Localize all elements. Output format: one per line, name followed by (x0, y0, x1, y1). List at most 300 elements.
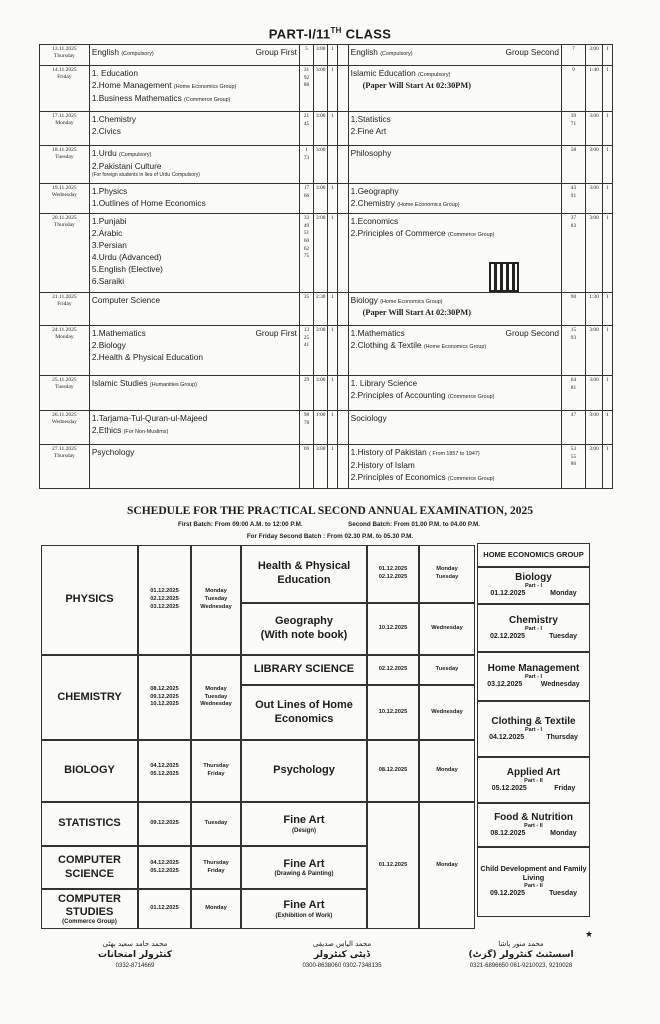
subject-name (351, 148, 392, 158)
paper-time-value: 3:00 (316, 446, 326, 452)
home-economics-subject: Food & Nutrition (494, 811, 573, 823)
paper-hours-value: 1 (606, 67, 609, 73)
subject-name-text: Philosophy (350, 148, 392, 158)
subject-name-text: English (350, 47, 378, 57)
paper-hours-value: 1 (331, 185, 334, 191)
paper-code-value: 49 (303, 222, 310, 229)
subject-name (92, 252, 162, 262)
practical-subject-name: CHEMISTRY (57, 690, 122, 703)
date-cell (40, 66, 90, 112)
paper-code-value: 71 (570, 120, 577, 127)
subject-note: (Commerce Group) (184, 96, 231, 103)
home-economics-date-line (478, 633, 589, 641)
home-economics-part: Part - I (524, 726, 543, 733)
practical-day: Wednesday (200, 701, 232, 708)
subject-name-text: 1.Economics (350, 216, 399, 226)
exam-day: Tuesday (55, 153, 74, 160)
home-economics-item (477, 701, 590, 757)
paper-time (314, 326, 328, 376)
practical-subject-name: PHYSICS (65, 593, 114, 606)
subject-line (351, 46, 559, 59)
exam-date: 24.11.2025 (52, 327, 77, 333)
paper-code-value: 15 (570, 327, 577, 333)
paper-time (314, 184, 328, 214)
practical-day: Wednesday (200, 603, 232, 610)
home-economics-subject: Chemistry (509, 614, 558, 626)
paper-hours-value: 1 (331, 377, 334, 383)
subject-name (351, 198, 460, 208)
subject-line (92, 46, 297, 59)
paper-time (585, 45, 602, 66)
practical-day-cell (419, 655, 475, 685)
signatory-phone: 0321-6896650 061-9210023, 9210028 (469, 963, 573, 970)
subject-line (92, 351, 297, 363)
practical-date: 08.12.2025 (150, 685, 179, 692)
spacer-cell (337, 214, 348, 293)
subject-line (351, 147, 559, 159)
subject-name (351, 413, 387, 423)
practical-subject-cell (41, 802, 138, 846)
practical-date: 01.12.2025 (150, 905, 179, 911)
subject-name-text: 1.Statistics (350, 114, 391, 124)
group-first-subjects-cell (89, 112, 299, 146)
paper-code-value: 21 (303, 113, 310, 119)
paper-time (314, 112, 328, 146)
practical-day: Tuesday (435, 574, 459, 580)
date-cell (40, 214, 90, 293)
subject-line (92, 327, 297, 339)
subject-line (92, 215, 297, 227)
practical-date: 03.12.2025 (150, 603, 179, 610)
paper-hours-value: 1 (331, 294, 334, 300)
group-first-subjects-cell (89, 146, 299, 184)
practical-date: 09.12.2025 (150, 693, 179, 700)
group-second-subjects-cell (348, 66, 561, 112)
paper-hours (328, 45, 338, 66)
subject-name-text: 4.Urdu (Advanced) (91, 252, 162, 263)
home-economics-date-line (478, 590, 589, 598)
paper-time-value: 3:00 (589, 412, 599, 418)
paper-time (585, 184, 602, 214)
exam-row (40, 146, 613, 184)
group-first-subjects-cell (89, 445, 299, 489)
subject-name-text: 1.Business Mathematics (91, 92, 182, 103)
subject-name-text: 2.Clothing & Textile (350, 340, 422, 351)
group-label: Group First (255, 47, 297, 57)
practical-day: Tuesday (204, 820, 228, 826)
paper-code (299, 445, 313, 489)
spacer-cell (337, 445, 348, 489)
practical-date: 10.12.2025 (150, 701, 179, 708)
paper-code-value: 51 (303, 230, 310, 237)
group-second-subjects-cell (348, 112, 561, 146)
paper-code-value: 53 (570, 446, 577, 452)
date-cell (40, 445, 90, 489)
subject-line (92, 412, 297, 424)
paper-hours-value: 1 (606, 46, 609, 52)
subject-name-text: 2.Pakistani Culture (91, 160, 162, 171)
practical-date: 02.12.2025 (150, 596, 179, 602)
exam-row (40, 445, 613, 489)
practical-day: Monday (436, 767, 458, 773)
exam-day: Wednesday (51, 418, 78, 425)
paper-code-value: 43 (570, 185, 577, 191)
star-icon: ★ (585, 929, 594, 939)
exam-row (40, 214, 613, 293)
paper-code-value: 39 (570, 113, 577, 119)
paper-code-value: 75 (303, 253, 310, 260)
home-economics-part: Part - I (524, 583, 543, 590)
subject-name-text: Sociology (350, 413, 387, 423)
subject-name (92, 114, 136, 124)
subject-name-text: English (91, 47, 120, 57)
subject-name (92, 425, 168, 435)
paper-hours-value: 1 (606, 147, 609, 153)
spacer-cell (337, 293, 348, 326)
home-economics-part: Part - II (524, 822, 543, 829)
paper-hours (603, 45, 613, 66)
subject-note: (Compulsory) (380, 51, 413, 57)
practical-date: 01.12.2025 (378, 566, 408, 573)
spacer-cell (337, 326, 348, 376)
subject-line (351, 377, 559, 389)
subject-name (351, 327, 405, 339)
paper-code (299, 66, 313, 112)
paper-code-value: 60 (303, 238, 310, 245)
exam-row (40, 184, 613, 214)
paper-hours-value: 1 (606, 294, 609, 300)
subject-name (351, 295, 443, 305)
home-economics-date-line (478, 785, 589, 793)
subject-name (351, 228, 495, 238)
practical-date: 10.12.2025 (378, 708, 408, 715)
paper-code-value: 81 (570, 384, 577, 391)
subject-line (351, 113, 559, 125)
exam-row (40, 411, 613, 445)
paper-time-value: 3:00 (589, 185, 599, 191)
subject-name-text: 1.Tarjama-Tul-Quran-ul-Majeed (91, 413, 208, 423)
home-economics-part: Part - I (524, 625, 543, 632)
paper-code (562, 45, 586, 66)
subject-line (92, 92, 297, 105)
practical-date: 04.12.2025 (150, 763, 179, 770)
home-economics-subject: Biology (515, 572, 552, 584)
subject-name-text: 1.Punjabi (91, 216, 127, 226)
home-economics-part: Part - I (524, 674, 543, 681)
paper-time-value: 3:00 (316, 327, 326, 333)
practical-subject-note: (Exhibition of Work) (275, 912, 333, 919)
home-economics-date: 03.12.2025 (487, 681, 523, 689)
group-first-subjects-cell (89, 184, 299, 214)
paper-code-value: 62 (303, 245, 310, 252)
paper-time-value: 3:00 (589, 377, 599, 383)
paper-hours (603, 326, 613, 376)
paper-code (562, 112, 586, 146)
exam-date: 19.11.2025 (52, 185, 77, 191)
subject-note: (Home Economics Group) (173, 84, 237, 91)
practical-day-cell (191, 889, 241, 929)
spacer-cell (337, 184, 348, 214)
subject-line (92, 147, 297, 160)
paper-code (299, 411, 313, 445)
subject-name-text: Psychology (91, 447, 135, 457)
exam-date: 18.11.2025 (52, 147, 77, 153)
paper-code (562, 326, 586, 376)
subject-line (92, 185, 297, 197)
practical-subject-cell (41, 655, 138, 740)
home-economics-item (477, 604, 590, 652)
practical-date-cell (367, 655, 419, 685)
paper-time (585, 112, 602, 146)
paper-time-value: 2:30 (316, 294, 326, 300)
paper-code (562, 411, 586, 445)
subject-line (92, 67, 297, 79)
home-economics-date-line (478, 890, 589, 898)
spacer-cell (337, 66, 348, 112)
practical-day-cell (419, 603, 475, 655)
subject-name (351, 472, 495, 482)
page-title: PART-I/11TH CLASS (268, 26, 392, 42)
subject-line (92, 446, 297, 458)
paper-start-note: (Paper Will Start At 02:30PM) (362, 80, 471, 90)
subject-name-text: 2.History of Islam (350, 459, 415, 470)
paper-time (314, 411, 328, 445)
practical-date-cell (138, 846, 191, 889)
practical-day-cell (191, 545, 241, 655)
subject-name (351, 378, 417, 388)
paper-code-value: 9 (572, 67, 575, 73)
subject-line (92, 339, 297, 351)
subject-name (92, 340, 126, 350)
practical-schedule-title: SCHEDULE FOR THE PRACTICAL SECOND ANNUAL EXAMINATION, 2025 (127, 505, 533, 517)
subject-name (351, 114, 391, 124)
practical-day: Thursday (203, 859, 229, 866)
paper-time-value: 3:00 (316, 113, 326, 119)
paper-code-value: 25 (303, 334, 310, 341)
practical-date-cell (367, 685, 419, 740)
practical-day-cell (419, 545, 475, 603)
group-label: Group Second (505, 328, 560, 338)
home-economics-date: 09.12.2025 (490, 890, 526, 898)
exam-date: 27.11.2025 (52, 446, 77, 452)
exam-date: 26.11.2025 (52, 412, 77, 418)
paper-hours-value: 1 (606, 185, 609, 191)
home-economics-item (477, 803, 590, 847)
exam-day: Thursday (54, 452, 75, 459)
subject-note: (Commerce Group) (447, 394, 495, 401)
subject-note: (Compulsory) (121, 51, 154, 57)
group-first-subjects-cell (89, 411, 299, 445)
home-economics-date-line (478, 734, 589, 742)
practical-subject-cell (41, 740, 138, 802)
paper-code-value: 69 (303, 446, 310, 452)
paper-time-value: 3:00 (316, 46, 326, 52)
subject-name (351, 186, 399, 196)
subject-name (351, 126, 387, 136)
group-second-subjects-cell (348, 146, 561, 184)
home-economics-item (477, 567, 590, 604)
subject-note: (Compulsory) (119, 152, 152, 158)
practical-subject-cell (241, 889, 367, 929)
paper-code (562, 445, 586, 489)
paper-code-value: 5 (305, 46, 308, 52)
group-first-subjects-cell (89, 66, 299, 112)
group-first-subjects-cell (89, 376, 299, 411)
practical-subject-cell (241, 802, 367, 846)
practical-day: Monday (436, 566, 458, 573)
paper-time (585, 293, 602, 326)
paper-code-value: 66 (303, 192, 310, 199)
date-cell (40, 326, 90, 376)
paper-time (585, 326, 602, 376)
home-economics-day: Monday (550, 829, 577, 837)
paper-time (585, 146, 602, 184)
practical-subject-cell (241, 685, 367, 740)
second-batch-time: Second Batch: From 01.00 P.M. to 04.00 P.M. (348, 521, 481, 528)
signatory-phone: 0332-8714669 (115, 963, 155, 970)
practical-date-cell (138, 545, 191, 655)
subject-name (351, 447, 480, 457)
spacer-cell (337, 45, 348, 66)
subject-line (92, 160, 297, 172)
paper-code (299, 45, 313, 66)
home-economics-part: Part - II (524, 882, 543, 889)
paper-hours (328, 214, 338, 293)
practical-day-cell (191, 655, 241, 740)
paper-hours (328, 293, 338, 326)
home-economics-subject: Applied Art (506, 766, 561, 778)
theory-date-sheet-table (39, 44, 613, 489)
home-economics-item (477, 847, 590, 917)
paper-hours-value: 1 (606, 377, 609, 383)
subject-line (351, 412, 559, 424)
exam-day: Wednesday (51, 191, 78, 198)
practical-date-cell (138, 889, 191, 929)
paper-code (562, 293, 586, 326)
subject-name-text: 2.Civics (91, 126, 121, 137)
signature-block (60, 940, 210, 969)
date-cell (40, 45, 90, 66)
signatory-role: ڈپٹی کنٹرولر (313, 949, 371, 960)
paper-time (314, 146, 328, 184)
practical-subject-name: Fine Art (283, 814, 325, 827)
practical-day: Wednesday (431, 708, 463, 715)
practical-date-cell (138, 740, 191, 802)
home-economics-date-line (478, 830, 589, 838)
subject-name (92, 413, 207, 423)
practical-day-cell (191, 846, 241, 889)
paper-hours-value: 1 (331, 446, 334, 452)
subject-line (351, 471, 559, 484)
paper-code-value: 29 (303, 377, 310, 383)
practical-subject-cell (241, 740, 367, 802)
subject-name-text: Islamic Education (350, 68, 416, 78)
exam-day: Thursday (54, 221, 75, 228)
practical-date: 02.12.2025 (378, 574, 408, 580)
paper-hours (603, 411, 613, 445)
practical-date-cell (367, 603, 419, 655)
practical-day: Monday (436, 861, 458, 868)
home-economics-part: Part - II (524, 777, 543, 784)
exam-date: 14.11.2025 (52, 67, 77, 73)
paper-time-value: 1:40 (589, 67, 599, 73)
practical-date: 01.12.2025 (150, 588, 179, 595)
home-economics-heading (477, 543, 590, 567)
spacer-cell (337, 376, 348, 411)
exam-date: 13.11.2025 (52, 46, 77, 52)
group-label: Group First (255, 328, 297, 338)
subject-line (92, 125, 297, 137)
home-economics-day: Tuesday (549, 632, 577, 640)
paper-code-value: 33 (303, 215, 310, 221)
paper-time-value: 3:00 (316, 215, 326, 221)
subject-line (351, 339, 559, 352)
practical-subject-name: LIBRARY SCIENCE (253, 663, 355, 676)
subject-name-text: 2.Health & Physical Education (91, 352, 203, 363)
subject-line (351, 197, 559, 210)
subject-line (92, 239, 297, 251)
practical-subject-cell (241, 545, 367, 603)
subject-name (92, 80, 236, 90)
paper-hours-value: 1 (331, 67, 334, 73)
practical-day-cell (191, 802, 241, 846)
group-first-subjects-cell (89, 45, 299, 66)
paper-hours (328, 112, 338, 146)
home-economics-date: 04.12.2025 (489, 733, 525, 741)
home-economics-heading-text: HOME ECONOMICS GROUP (483, 549, 584, 559)
practical-day-cell (419, 740, 475, 802)
home-economics-day: Wednesday (540, 681, 580, 689)
paper-code (299, 376, 313, 411)
subject-note: ( From 1857 to 1947) (429, 451, 480, 457)
subject-name-text: 1.Urdu (91, 148, 117, 158)
subject-extra-note: (For foreign students in lieu of Urdu Compulsory) (91, 171, 200, 178)
group-second-subjects-cell (348, 411, 561, 445)
paper-code (299, 293, 313, 326)
subject-name (351, 46, 413, 59)
paper-time (585, 411, 602, 445)
subject-name (351, 340, 487, 350)
subject-name-text: 6.Saraiki (91, 276, 125, 287)
subject-note: (Commerce Group) (447, 232, 495, 239)
subject-note: (Commerce Group) (447, 475, 495, 482)
practical-date: 05.12.2025 (150, 867, 179, 874)
home-economics-day: Tuesday (549, 890, 577, 898)
signature-block (446, 940, 596, 969)
subject-name (351, 390, 495, 400)
paper-time-value: 3:00 (589, 446, 599, 452)
signatory-name: محمد الیاس صدیقی (312, 940, 372, 948)
practical-subject-note: (With note book) (260, 629, 348, 641)
subject-name-text: Computer Science (91, 295, 161, 305)
paper-code (562, 214, 586, 293)
practical-date-cell (367, 545, 419, 603)
paper-time (585, 376, 602, 411)
exam-row (40, 293, 613, 326)
subject-line (92, 377, 297, 390)
paper-time (585, 66, 602, 112)
subject-line (351, 446, 559, 459)
subject-name (92, 295, 160, 305)
paper-hours (603, 445, 613, 489)
subject-name (92, 216, 127, 226)
paper-code-value: 7 (572, 46, 575, 52)
exam-date: 25.11.2025 (52, 377, 77, 383)
subject-name (92, 240, 127, 250)
group-first-subjects-cell (89, 326, 299, 376)
paper-code (299, 146, 313, 184)
paper-time-value: 3:00 (316, 147, 326, 153)
